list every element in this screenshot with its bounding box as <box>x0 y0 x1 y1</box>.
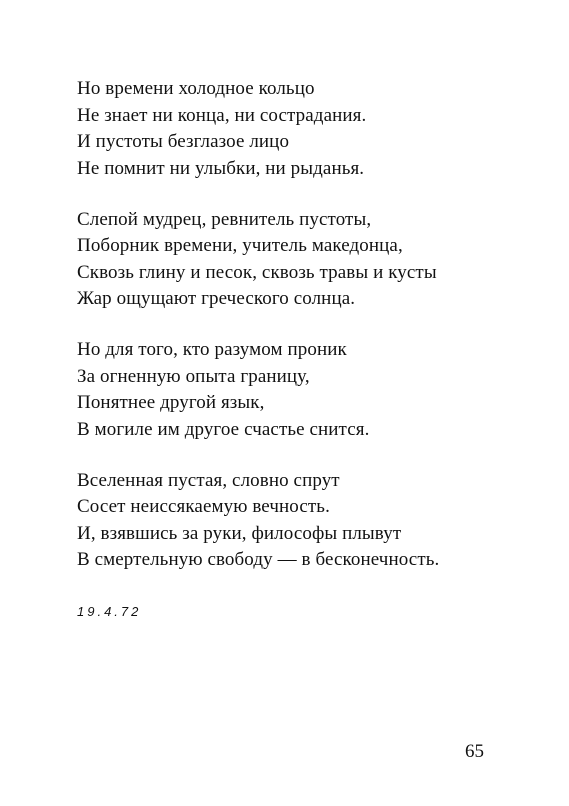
poem <box>77 76 537 598</box>
stanza-1 <box>77 76 537 182</box>
poem-line: Жар ощущают греческого солнца. <box>77 288 356 309</box>
poem-line: В могиле им другое счастье снится. <box>77 418 370 440</box>
poem-date: 19.4.72 <box>77 604 142 619</box>
poem-line: И, взявшись за руки, философы плывут <box>77 522 402 544</box>
stanza-4 <box>77 468 537 574</box>
poem-line: Но для того, кто разумом проник <box>77 339 347 360</box>
poem-line: Вселенная пустая, словно спрут <box>77 469 340 491</box>
page-number: 65 <box>465 741 484 762</box>
poem-line: Слепой мудрец, ревнитель пустоты, <box>77 208 372 230</box>
poem-line: Не помнит ни улыбки, ни рыданья. <box>77 157 365 179</box>
poem-line: В смертельную свободу — в бесконечность. <box>77 549 440 570</box>
stanza-3 <box>77 337 537 443</box>
poem-line: За огненную опыта границу, <box>77 365 310 387</box>
stanza-2 <box>77 207 537 313</box>
poem-line: Не знает ни конца, ни сострадания. <box>77 104 367 126</box>
poem-line: Сквозь глину и песок, сквозь травы и кусты <box>77 261 437 283</box>
poem-line: И пустоты безглазое лицо <box>77 131 290 152</box>
poem-line: Поборник времени, учитель македонца, <box>77 235 403 256</box>
poem-line: Но времени холодное кольцо <box>77 78 315 99</box>
poem-line: Сосет неиссякаемую вечность. <box>77 496 330 517</box>
poem-line: Понятнее другой язык, <box>77 392 265 413</box>
